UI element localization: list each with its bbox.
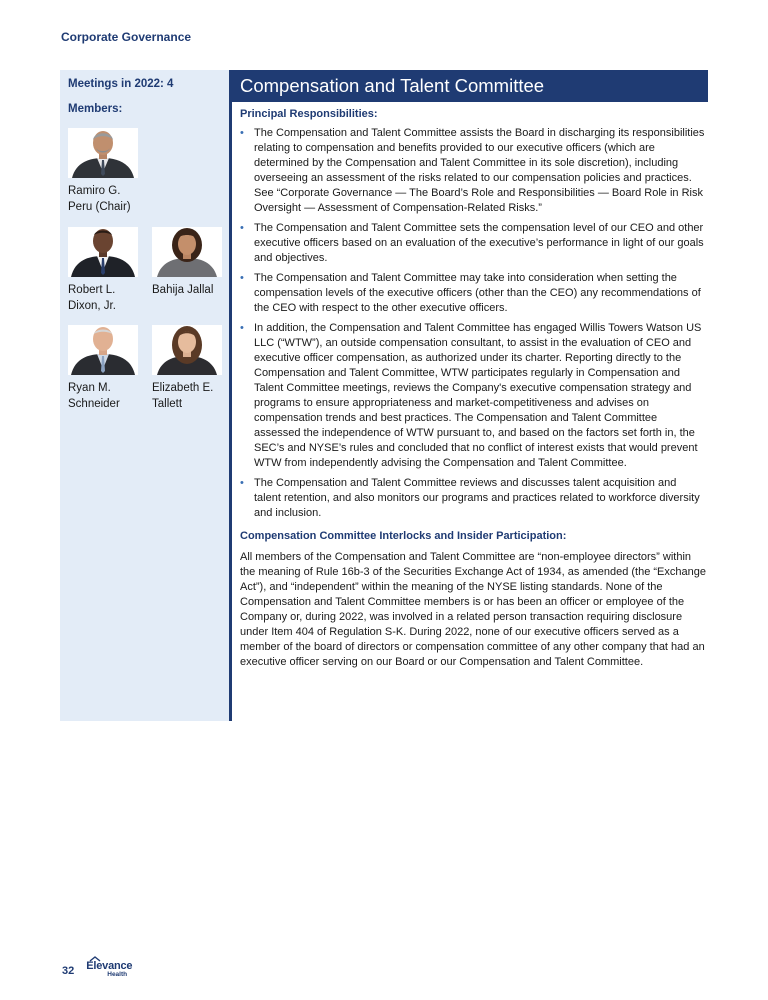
committee-title: Compensation and Talent Committee	[232, 70, 708, 102]
member-name: Robert L. Dixon, Jr.	[68, 284, 116, 312]
member-photo	[68, 227, 138, 277]
interlocks-paragraph: All members of the Compensation and Talent Committee are “non-employee directors” within the meaning of Rule 16b-3 of the Securities Exchange Act of 1934, as amended (the “Exchange Act”), and “independent” within the meaning of the NYSE listing standards. None of the Compensation and Talent Committee members is or has been an officer or employee of the Company or, during 2022, was involved in a related person transaction requiring disclosure under Item 404 of Regulation S-K. During 2022, none of our executive officers served as a member of the board of directors or compensation committee of any other company that had an executive officer serving on our Board or our Compensation and Talent Committee.	[240, 551, 706, 668]
member-card	[68, 325, 138, 412]
list-item-text: In addition, the Compensation and Talent Committee has engaged Willis Towers Watson US LLC (“WTW”), an outside compensation consultant, to assist in the evaluation of CEO and executive officer compensation, as authorized under its charter. Reporting directly to the Compensation and Talent Committee, WTW participates regularly in Compensation and Talent Committee meetings, reviews the Company's executive compensation strategy and programs to ensure appropriateness and market-competitiveness and advises on compensation trends and best practices. The Compensation and Talent Committee assessed the independence of WTW pursuant to, and based on the factors set forth in, the SEC’s and NYSE’s rules and concluded that no conflict of interest exists that would prevent WTW from independently advising the Compensation and Talent Committee.	[254, 322, 702, 469]
member-name: Bahija Jallal	[152, 284, 214, 296]
list-item	[240, 321, 706, 471]
members-sidebar	[60, 70, 229, 721]
responsibilities-list	[240, 126, 706, 521]
logo-wordmark: Elevance	[86, 960, 133, 972]
member-card	[152, 325, 222, 412]
member-photo	[68, 128, 138, 178]
member-photo	[152, 227, 222, 277]
list-item-text: The Compensation and Talent Committee assists the Board in discharging its responsibilities relating to compensation and benefits provided to our executive officers (which are determined by the Compensation and Talent Committee in its sole discretion), including overseeing an assessment of the risks related to our compensation policies and practices. See “Corporate Governance — The Board’s Role and Responsibilities — Board Role in Risk Oversight — Assessment of Compensation-Related Risks.”	[254, 127, 705, 214]
list-item	[240, 476, 706, 521]
list-item	[240, 126, 706, 216]
member-card	[68, 128, 138, 215]
member-card	[152, 227, 222, 298]
list-item	[240, 271, 706, 316]
member-photo	[152, 325, 222, 375]
committee-content	[240, 107, 706, 670]
member-photo	[68, 325, 138, 375]
member-card	[68, 227, 138, 314]
member-name: Elizabeth E. Tallett	[152, 382, 214, 410]
section-label: Corporate Governance	[61, 30, 192, 44]
list-item	[240, 221, 706, 266]
responsibilities-heading: Principal Responsibilities:	[240, 108, 378, 120]
page-number: 32	[62, 965, 75, 977]
interlocks-heading: Compensation Committee Interlocks and Insider Participation:	[240, 530, 567, 542]
list-item-text: The Compensation and Talent Committee sets the compensation level of our CEO and other executive officers based on an evaluation of the executive’s performance in light of our goals and objectives.	[254, 222, 704, 264]
member-name: Ryan M. Schneider	[68, 382, 120, 410]
bullet-icon: •	[240, 477, 244, 489]
column-divider	[229, 70, 232, 721]
member-name: Ramiro G. Peru (Chair)	[68, 185, 131, 213]
list-item-text: The Compensation and Talent Committee reviews and discusses talent acquisition and talent retention, and also monitors our programs and practices related to workforce diversity and inclusion.	[254, 477, 700, 519]
bullet-icon: •	[240, 222, 244, 234]
meetings-count: Meetings in 2022: 4	[68, 78, 174, 90]
company-logo	[84, 956, 132, 978]
bullet-icon: •	[240, 272, 244, 284]
list-item-text: The Compensation and Talent Committee may take into consideration when setting the compensation levels of the executive officers (other than the CEO) any recommendations of the CEO with respect to the other executive officers.	[254, 272, 701, 314]
page-footer	[62, 956, 132, 978]
logo-subtext: Health	[107, 971, 128, 978]
bullet-icon: •	[240, 322, 244, 334]
bullet-icon: •	[240, 127, 244, 139]
members-label: Members:	[68, 103, 123, 115]
